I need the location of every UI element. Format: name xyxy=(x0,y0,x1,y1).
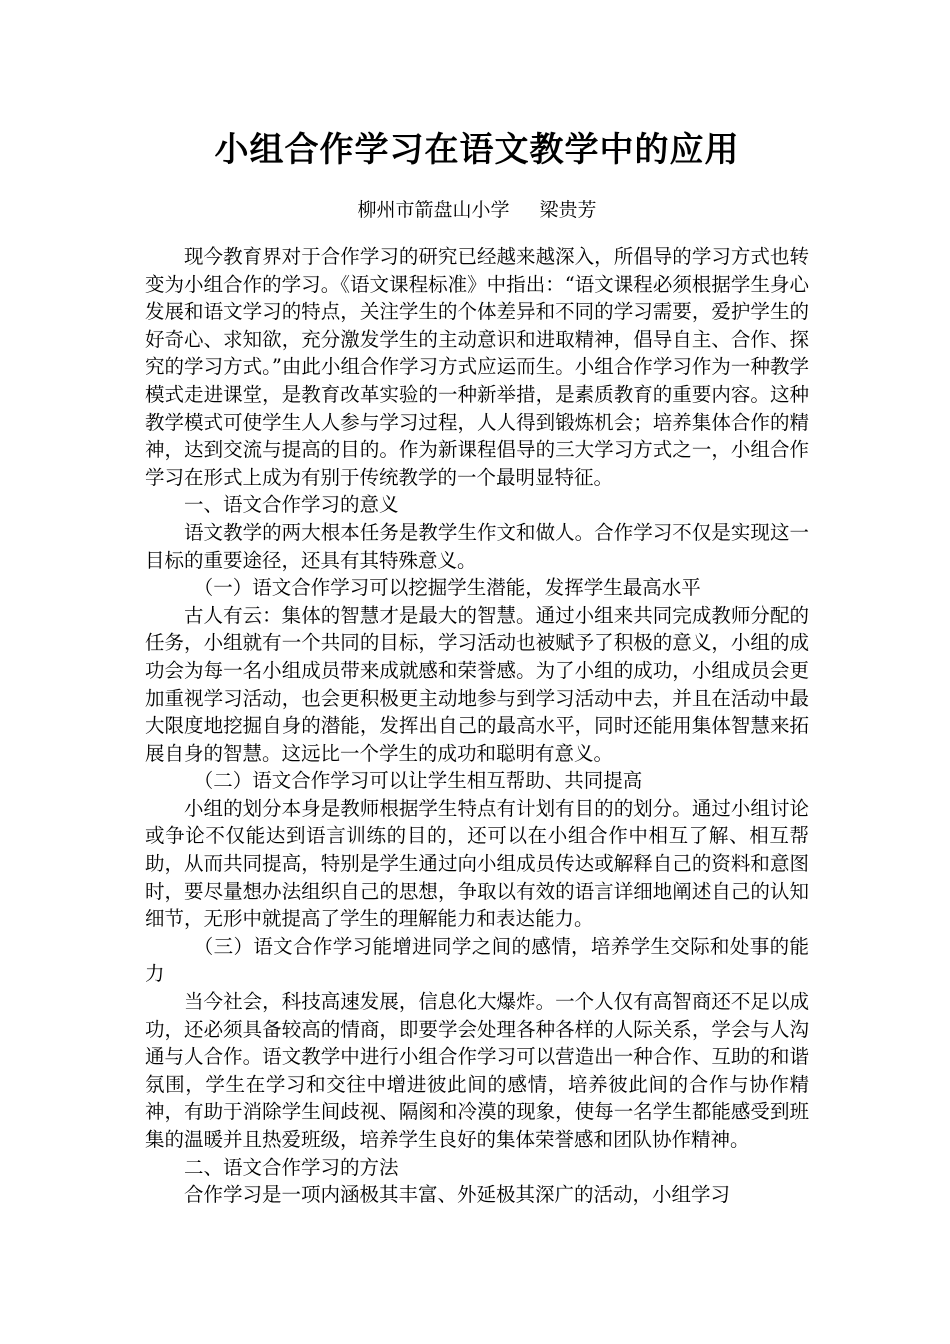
byline xyxy=(145,196,809,224)
subsection-heading: （二）语文合作学习可以让学生相互帮助、共同提高 xyxy=(193,769,643,793)
paragraph: 现今教育界对于合作学习的研究已经越来越深入，所倡导的学习方式也转变为小组合作的学习。《语文课程标准》中指出：“语文课程必须根据学生身心发展和语文学习的特点，关注学生的个体差异和不同的学习需要，爱护学生的好奇心、求知欲，充分激发学生的主动意识和进取精神，倡导自主、合作、探究的学习方式。”由此小组合作学习方式应运而生。小组合作学习作为一种教学模式走进课堂，是教育改革实验的一种新举措，是素质教育的重要内容。这种教学模式可使学生人人参与学习过程，人人得到锻炼机会；培养集体合作的精神，达到交流与提高的目的。作为新课程倡导的三大学习方式之一，小组合作学习在形式上成为有别于传统教学的一个最明显特征。 xyxy=(145,245,809,489)
document-page xyxy=(145,0,809,1344)
author-name: 梁贵芳 xyxy=(539,199,597,221)
section-heading: 二、语文合作学习的方法 xyxy=(184,1155,399,1179)
section-heading: 一、语文合作学习的意义 xyxy=(184,493,399,517)
document-body xyxy=(145,243,809,1209)
paragraph: 语文教学的两大根本任务是教学生作文和做人。合作学习不仅是实现这一目标的重要途径，还具有其特殊意义。 xyxy=(145,520,809,572)
paragraph: 古人有云：集体的智慧才是最大的智慧。通过小组来共同完成教师分配的任务，小组就有一个共同的目标，学习活动也被赋予了积极的意义，小组的成功会为每一名小组成员带来成就感和荣誉感。为了小组的成功，小组成员会更加重视学习活动，也会更积极更主动地参与到学习活动中去，并且在活动中最大限度地挖掘自身的潜能，发挥出自己的最高水平，同时还能用集体智慧来拓展自身的智慧。这远比一个学生的成功和聪明有意义。 xyxy=(145,603,809,765)
subsection-heading: （一）语文合作学习可以挖掘学生潜能，发挥学生最高水平 xyxy=(193,576,701,600)
paragraph: 合作学习是一项内涵极其丰富、外延极其深广的活动，小组学习 xyxy=(184,1183,731,1207)
document-title: 小组合作学习在语文教学中的应用 xyxy=(214,130,740,170)
paragraph: 当今社会，科技高速发展，信息化大爆炸。一个人仅有高智商还不足以成功，还必须具备较高的情商，即要学会处理各种各样的人际关系，学会与人沟通与人合作。语文教学中进行小组合作学习可以营造出一种合作、互助的和谐氛围，学生在学习和交往中增进彼此间的感情，培养彼此间的合作与协作精神，有助于消除学生间歧视、隔阂和冷漠的现象，使每一名学生都能感受到班集的温暖并且热爱班级，培养学生良好的集体荣誉感和团队协作精神。 xyxy=(145,990,809,1151)
author-school: 柳州市箭盘山小学 xyxy=(357,199,510,221)
paragraph: 小组的划分本身是教师根据学生特点有计划有目的的划分。通过小组讨论或争论不仅能达到语言训练的目的，还可以在小组合作中相互了解、相互帮助，从而共同提高，特别是学生通过向小组成员传达或解释自己的资料和意图时，要尽量想办法组织自己的思想，争取以有效的语言详细地阐述自己的认知细节，无形中就提高了学生的理解能力和表达能力。 xyxy=(145,796,809,931)
subsection-heading: （三）语文合作学习能增进同学之间的感情，培养学生交际和处事的能力 xyxy=(145,934,809,986)
